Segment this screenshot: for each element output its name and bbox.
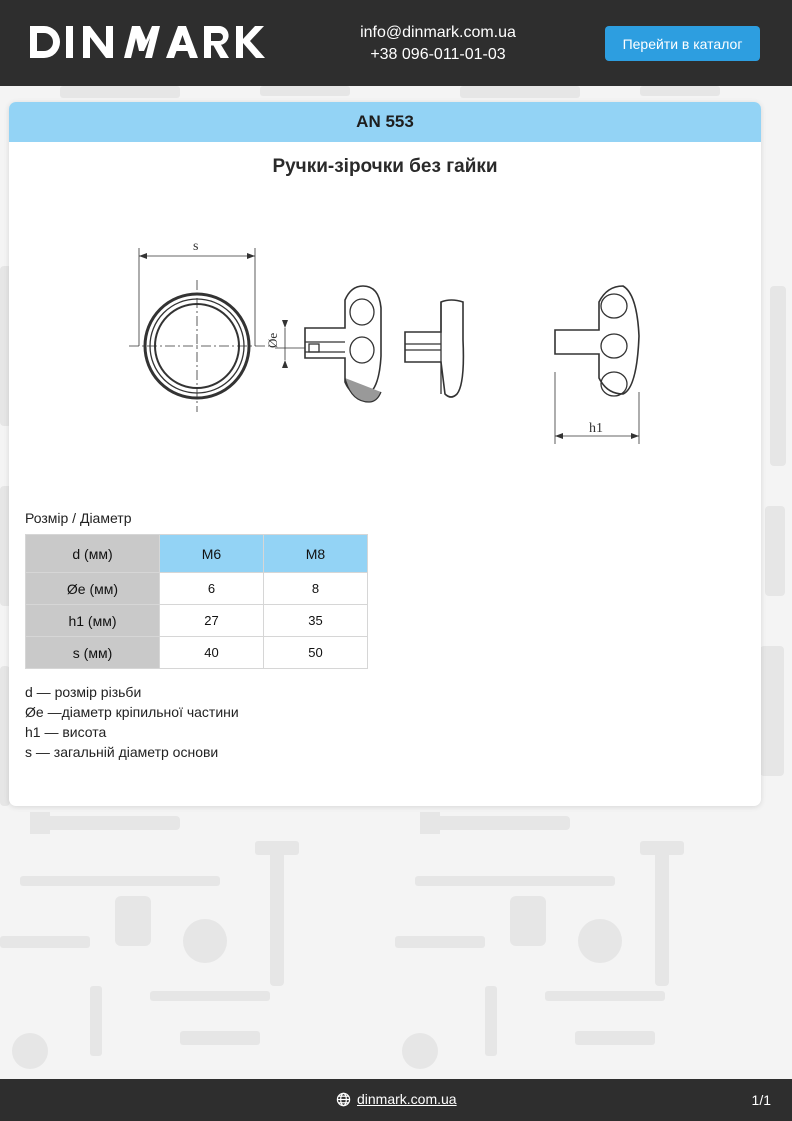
contact-info bbox=[300, 22, 576, 66]
table-cell: 50 bbox=[264, 637, 368, 669]
table-cell: 35 bbox=[264, 605, 368, 637]
site-link-text: dinmark.com.ua bbox=[357, 1091, 457, 1107]
table-cell: 40 bbox=[160, 637, 264, 669]
table-row bbox=[26, 605, 368, 637]
legend bbox=[25, 682, 239, 762]
row-label: s (мм) bbox=[26, 637, 160, 669]
column-header: M8 bbox=[264, 535, 368, 573]
side-view-3 bbox=[555, 286, 639, 444]
spec-table bbox=[25, 534, 368, 669]
side-view-2 bbox=[405, 300, 463, 397]
product-title: Ручки-зірочки без гайки bbox=[272, 156, 498, 177]
legend-item: h1 — висота bbox=[25, 724, 107, 740]
header-label: d (мм) bbox=[26, 535, 160, 573]
product-code: AN 553 bbox=[9, 102, 761, 142]
contact-email[interactable]: info@dinmark.com.ua bbox=[360, 24, 516, 41]
legend-item: s — загальній діаметр основи bbox=[25, 744, 219, 760]
table-header-row bbox=[26, 535, 368, 573]
legend-item: d — розмір різьби bbox=[25, 684, 142, 700]
catalog-button[interactable]: Перейти в каталог bbox=[605, 26, 760, 61]
site-footer bbox=[0, 1079, 792, 1121]
globe-icon bbox=[336, 1092, 351, 1107]
dimension-h1-label: h1 bbox=[589, 421, 603, 436]
technical-drawing bbox=[109, 232, 669, 452]
site-header bbox=[0, 0, 792, 86]
dinmark-logo[interactable] bbox=[28, 22, 278, 66]
contact-phone[interactable]: +38 096-011-01-03 bbox=[370, 46, 506, 63]
table-cell: 8 bbox=[264, 573, 368, 605]
site-link[interactable] bbox=[336, 1091, 457, 1107]
table-row bbox=[26, 637, 368, 669]
page-number: 1/1 bbox=[751, 1092, 771, 1108]
row-label: h1 (мм) bbox=[26, 605, 160, 637]
table-row bbox=[26, 573, 368, 605]
side-view-1 bbox=[265, 286, 381, 402]
column-header: M6 bbox=[160, 535, 264, 573]
legend-item: Øe —діаметр кріпильної частини bbox=[25, 704, 239, 720]
table-caption: Розмір / Діаметр bbox=[25, 510, 132, 526]
table-cell: 27 bbox=[160, 605, 264, 637]
dimension-s-label: s bbox=[193, 239, 199, 254]
table-cell: 6 bbox=[160, 573, 264, 605]
front-view bbox=[129, 239, 269, 412]
product-card bbox=[9, 102, 761, 806]
dimension-e-label: Øe bbox=[265, 332, 280, 348]
row-label: Øe (мм) bbox=[26, 573, 160, 605]
